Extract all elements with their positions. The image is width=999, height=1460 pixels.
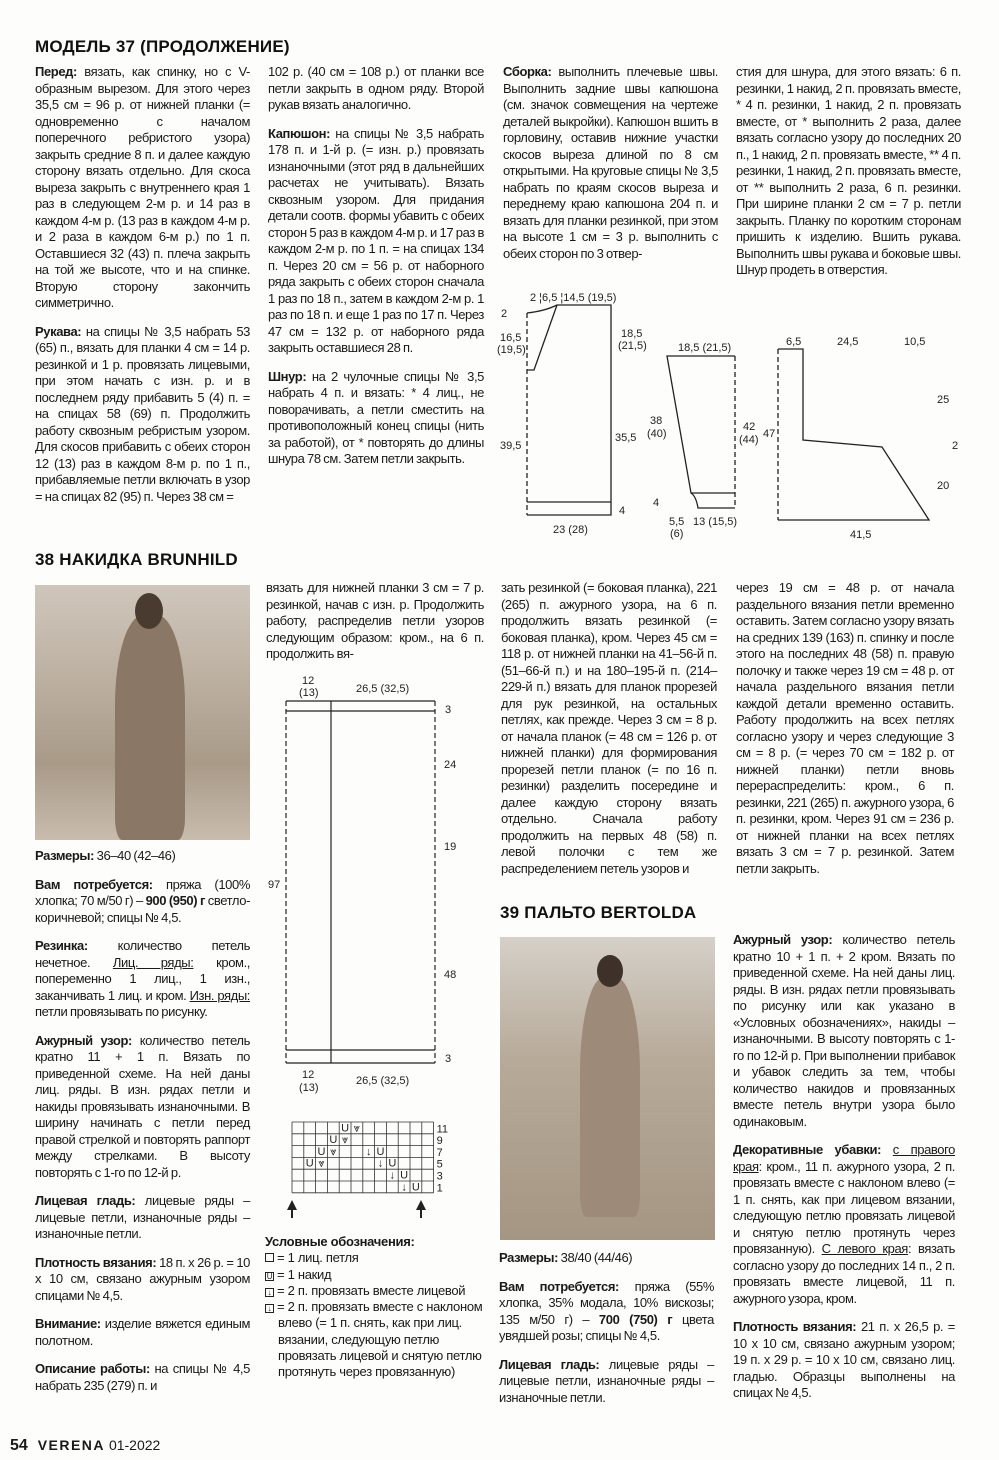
- paragraph: [35, 938, 250, 1021]
- paragraph-heading: Плотность вязания:: [35, 1254, 157, 1270]
- paragraph-heading: Ажурный узор:: [733, 932, 833, 947]
- paragraph-heading: Лицевая гладь:: [499, 1356, 600, 1372]
- model38-photo: [35, 585, 250, 840]
- legend-text: = 2 п. провязать вместе с наклоном влево (= 1 п. снять, как при лиц. вязании, следующую петлю провязать лицевой и снятую петлю протянуть через провязанную): [277, 1299, 483, 1380]
- row-number: 11: [436, 1123, 449, 1136]
- paragraph-text: количество петель кратно 11 + 1 п. Вязать по приведенной схеме. На ней даны лиц. ряды. В изн. рядах петли и накиды провязывать изнаночными. В ширину начинать с петли перед правой стрелкой и повторять раппорт между стрелками. В высоту повторять с 1-го по 12-й р.: [35, 1032, 250, 1180]
- paragraph: [268, 369, 484, 468]
- yarn-over-symbol: U: [411, 1181, 420, 1194]
- legend-item: [265, 1283, 485, 1299]
- decrease-symbol: ↓: [377, 1157, 384, 1170]
- model37-column-2: [268, 64, 484, 480]
- legend-item: [265, 1299, 485, 1380]
- decrease-symbol: ↓: [401, 1181, 407, 1194]
- paragraph-text: зать резинкой (= боковая планка), 221 (265) п. ажурного узора, на 6 п. продолжить вязать резинкой (= боковая планка), кром. Через 45 см = 118 р. от нижней планки на 41–56-й п. (51–66-й п.) и на 180–195-й п. (214–229-й п.) вязать для планок прорезей для рук резинкой, на остальных петлях, как прежде. Через 3 см = 8 р. от начала планок (= 48 см = 126 р. от нижней планки) для формирования прорезей петли планок (= по 16 п. резинки) разделить посередине и далее каждую сторону вязать отдельно. Сначала работу продолжить на первых 48 (58) п. левой полочки с тем же распределением петель узоров и: [501, 580, 717, 876]
- dim-label: (44): [739, 434, 759, 446]
- paragraph: [35, 1033, 250, 1182]
- paragraph: [35, 64, 250, 312]
- paragraph-text: выполнить плечевые швы. Выполнить задние швы капюшона (см. значок совмещения на чертеже деталей выкройки). Капюшон вшить в горловину, оставив нижние участки скосов выреза длиной по 8 см открытыми. На круговые спицы № 3,5 набрать по краям скосов выреза и переднему краю капюшона 204 п. и вязать для планки резинкой, при этом на высоте 1 см = 3 р. выполнить с обеих сторон по 3 отвер-: [503, 64, 718, 261]
- model38-column-2: [266, 580, 484, 675]
- dim-label: (13): [299, 1082, 319, 1094]
- dim-label: 24: [444, 759, 457, 771]
- arrow-up-icon: [416, 1200, 426, 1218]
- model37-column-3: [503, 64, 718, 274]
- legend-item: [265, 1250, 485, 1266]
- yarn-over-symbol: U: [317, 1145, 326, 1158]
- paragraph-text: Лиц. ряды:: [112, 954, 194, 970]
- paragraph-text: Изн. ряды:: [189, 987, 250, 1003]
- paragraph: [499, 1250, 714, 1267]
- dim-label: 4: [619, 505, 626, 517]
- dim-label: 23 (28): [553, 524, 588, 536]
- model37-column-4: [736, 64, 961, 291]
- dim-label: 6,5: [786, 336, 802, 348]
- decrease-symbol: ⩔: [353, 1122, 361, 1135]
- paragraph-heading: Шнур:: [268, 368, 307, 384]
- paragraph: [733, 1319, 955, 1402]
- legend-text: = 1 лиц. петля: [277, 1250, 359, 1266]
- paragraph-text: : вязать согласно узору до последних 14 п., 2 п. провязать вместе лицевой, 11 п. ажурного узора, кром.: [733, 1241, 956, 1306]
- paragraph-text: цвета увядшей розы; спицы № 4,5.: [499, 1311, 715, 1343]
- paragraph: [733, 932, 955, 1130]
- dim-label: 2: [501, 308, 508, 320]
- paragraph: [503, 64, 718, 262]
- yarn-over-symbol: U: [329, 1134, 338, 1147]
- dim-label: 35,5: [615, 432, 637, 444]
- yarn-over-icon: U: [266, 1271, 273, 1281]
- paragraph-text: 21 п. х 26,5 р. = 10 х 10 см, связано ажурным узором; 19 п. х 29 р. = 10 х 10 см, связано лиц. гладью. Образцы выполнены на спицах № 4,5.: [733, 1319, 956, 1400]
- dim-label: 4: [653, 497, 660, 509]
- section-title-model-39: 39 ПАЛЬТО BERTOLDA: [500, 903, 697, 922]
- dim-label: 25: [937, 394, 950, 406]
- paragraph: [35, 877, 250, 927]
- paragraph: [501, 580, 717, 877]
- paragraph-text: пряжа (55% хлопка, 35% модала, 10% вискозы; 135 м/50 г) –: [499, 1278, 715, 1327]
- decrease-symbol: ↓: [365, 1145, 372, 1158]
- dim-label: 5,5: [669, 516, 685, 528]
- dim-label: (13): [299, 687, 319, 699]
- paragraph-text: лицевые ряды – лицевые петли, изнаночные ряды – изнаночные петли.: [499, 1356, 714, 1405]
- model39-column-4: [733, 932, 955, 1414]
- paragraph-text: на 2 чулочные спицы № 3,5 набрать 4 п. и вязать: * 4 лиц., не поворачивать, а петли сместить на противоположный конец спицы (нить за работой), от * повторять до длины шнура 78 см. Затем петли закрыть.: [268, 368, 484, 466]
- dim-label: 48: [444, 969, 457, 981]
- paragraph: [35, 324, 250, 506]
- paragraph-text: кром., попеременно 1 лиц., 1 изн., заканчивать 1 лиц. и кром.: [35, 954, 250, 1003]
- paragraph: [35, 1193, 250, 1243]
- dim-label: 19: [444, 841, 457, 853]
- model38-pattern-diagram: [265, 670, 465, 1220]
- paragraph-text: петли провязывать по рисунку.: [35, 1004, 208, 1019]
- paragraph-heading: Капюшон:: [268, 125, 331, 141]
- paragraph-text: 18 п. х 26 р. = 10 х 10 см, связано ажурным узором спицами № 4,5.: [35, 1254, 250, 1303]
- section-title-model-37: МОДЕЛЬ 37 (ПРОДОЛЖЕНИЕ): [35, 37, 290, 56]
- paragraph-text: стия для шнура, для этого вязать: 6 п. резинки, 1 накид, 2 п. провязать вместе, * 4 п. резинки, 1 накид, 2 п. провязать вместе, от * выполнить 2 раза, далее вязать согласно узору до последних 20 п., 1 накид, 2 п. провязать вместе, ** 4 п. резинки, 1 накид, 2 п. провязать вместе, от ** выполнить 2 раза, 6 п. резинки. При ширине планки 2 см = 7 р. петли закрыть. Планку по коротким сторонам пришить к изделию. Вшить рукава. Выполнить швы рукава и боковые швы. Шнур продеть в отверстия.: [736, 64, 961, 277]
- paragraph-heading: Вам потребуется:: [499, 1278, 619, 1294]
- paragraph-heading: Плотность вязания:: [733, 1319, 857, 1334]
- page-footer: [10, 1436, 160, 1455]
- paragraph: [268, 126, 484, 357]
- model39-column-3: [499, 1250, 714, 1418]
- paragraph-text: на спицы № 4,5 набрать 235 (279) п. и: [35, 1361, 250, 1393]
- paragraph-text: лицевые ряды – лицевые петли, изнаночные ряды – изнаночные петли.: [35, 1193, 250, 1241]
- dim-label: 26,5 (32,5): [356, 1075, 410, 1087]
- dim-label: 39,5: [500, 440, 522, 452]
- dim-label: 26,5 (32,5): [356, 683, 410, 695]
- paragraph: [268, 64, 484, 114]
- paragraph-text: : кром., 11 п. ажурного узора, 2 п. провязать вместе с наклоном влево (= 1 п. снять, как при лицевом вязании, следующую петлю провязать лицевой и снятую петлю протянуть через провязанную).: [733, 1158, 955, 1256]
- paragraph-text: 36–40 (42–46): [96, 848, 176, 863]
- paragraph-text: вязать, как спинку, но с V-образным вырезом. Для этого через 35,5 см = 96 р. от нижней планки (= одновременно с началом поперечного ребристого узора) закрыть средние 8 п. и далее каждую сторону вязать отдельно. Для скоса выреза закрыть с внутреннего края 1 раз в следующем 2-м р. и 14 раз в каждом 4-м р. (13 раз в каждом 4-м р. и 2 раза в каждом 6-м р.) по 1 п. Оставшиеся 32 (43) п. плеча закрыть на той же высоте, что и на спинке. Вторую сторону закончить симметрично.: [35, 64, 250, 310]
- paragraph-heading: Внимание:: [35, 1316, 101, 1331]
- row-number: 9: [436, 1135, 443, 1148]
- paragraph-text: пряжа (100% хлопка; 70 м/50 г) –: [35, 876, 250, 908]
- legend: [265, 1234, 485, 1381]
- legend-text: = 2 п. провязать вместе лицевой: [277, 1282, 466, 1298]
- yarn-over-symbol: U: [341, 1122, 350, 1135]
- dim-label: 20: [937, 480, 950, 492]
- paragraph-heading: Сборка:: [503, 64, 552, 79]
- paragraph: [499, 1279, 714, 1345]
- paragraph-heading: Описание работы:: [35, 1361, 150, 1376]
- paragraph: [736, 580, 954, 877]
- row-number: 5: [436, 1158, 443, 1171]
- legend-item: [265, 1267, 485, 1283]
- paragraph-heading: Ажурный узор:: [35, 1032, 132, 1048]
- paragraph-text: 900 (950) г: [145, 893, 205, 908]
- dim-label: 16,5: [500, 332, 522, 344]
- model38-column-1: [35, 848, 250, 1406]
- arrow-up-icon: [287, 1200, 297, 1218]
- paragraph: [35, 1316, 250, 1349]
- paragraph: [733, 1142, 955, 1307]
- paragraph: [35, 848, 250, 865]
- model39-photo: [500, 937, 715, 1240]
- dim-label: 18,5 (21,5): [678, 342, 732, 354]
- paragraph-heading: Вам потребуется:: [35, 876, 153, 892]
- paragraph-text: с правого края: [733, 1142, 955, 1174]
- paragraph: [736, 64, 961, 279]
- model37-column-1: [35, 64, 250, 517]
- model37-pattern-diagram: [495, 285, 975, 545]
- yarn-over-symbol: U: [400, 1169, 409, 1182]
- section-title-model-38: 38 НАКИДКА BRUNHILD: [35, 550, 238, 569]
- dim-label: (19,5): [497, 344, 526, 356]
- dim-label: (21,5): [618, 340, 647, 352]
- magazine-name: VERENA: [37, 1437, 106, 1453]
- paragraph-text: 700 (750) г: [598, 1311, 673, 1327]
- dim-label: 41,5: [850, 529, 872, 541]
- paragraph-text: на спицы № 3,5 набрать 178 п. и 1-й р. (= изн. р.) провязать изнаночными (этот ряд в дальнейших расчетах не учитывать). Вязать сквозным узором. Для придания детали соотв. формы убавить с обеих сторон 5 раз в каждом 4-м р. и 17 раз в каждом 2-м р. по 1 п. = на спицах 134 п. Через 20 см = 56 р. от наборного ряда закрыть с обеих сторон сначала 1 раз по 18 п., затем в каждом 2-м р. 1 раз по 18 п. и еще 1 раз по 17 п. Через 47 см = 132 р. от наборного ряда закрыть оставшиеся 28 п.: [268, 125, 484, 355]
- dim-label: 3: [445, 704, 452, 716]
- paragraph: [266, 580, 484, 663]
- issue-number: 01-2022: [108, 1437, 161, 1453]
- legend-text: = 1 накид: [277, 1266, 332, 1282]
- dim-label: 2 ¦6,5 ¦14,5 (19,5): [530, 292, 617, 304]
- paragraph-text: 102 р. (40 см = 108 р.) от планки все петли закрыть в одном ряду. Второй рукав вязать аналогично.: [268, 64, 484, 112]
- dim-label: 12: [302, 1069, 315, 1081]
- dim-label: 38: [650, 415, 663, 427]
- paragraph-text: через 19 см = 48 р. от начала раздельного вязания петли временно оставить. Затем согласно узору вязать на средних 139 (163) п. спинку и после этого на последних 48 (58) п. правую полочку и также через 19 см = 48 р. от начала раздельного вязания петли каждой детали временно оставить. Работу продолжить на всех петлях согласно узору и через следующие 3 см = 8 р. (= через 70 см = 182 р. от нижней планки) петли вновь перераспределить: кром., 6 п. резинки, 221 (265) п. ажурного узора, 6 п. резинки, кром. Через 91 см = 236 р. от нижней планки на всех петлях вязать 3 см = 7 р. резинкой. Затем петли закрыть.: [736, 580, 954, 876]
- decrease-symbol: ⩔: [341, 1134, 349, 1147]
- model38-column-3: [501, 580, 717, 889]
- dim-label: 12: [302, 675, 315, 687]
- legend-title: Условные обозначения:: [265, 1234, 415, 1249]
- dim-label: 42: [743, 421, 756, 433]
- paragraph-heading: Размеры:: [35, 848, 95, 863]
- dim-label: 2: [952, 440, 959, 452]
- paragraph-heading: Резинка:: [35, 938, 88, 953]
- lace-chart: [292, 1122, 448, 1194]
- row-number: 1: [436, 1182, 443, 1195]
- paragraph-text: светло-коричневой; спицы № 4,5.: [35, 893, 250, 925]
- yarn-over-symbol: U: [305, 1157, 314, 1170]
- paragraph-heading: Лицевая гладь:: [35, 1193, 136, 1208]
- paragraph-heading: Размеры:: [499, 1250, 559, 1265]
- row-number: 3: [436, 1170, 443, 1183]
- paragraph-text: на спицы № 3,5 набрать 53 (65) п., вязать для планки 4 см = 14 р. резинкой и 1 р. провязать лицевыми, при этом начать с изн. р. и в последнем ряду прибавить 5 (4) п. = на спицах 58 (69) п. Продолжить работу сквозным ребристым узором. Для скосов прибавить с обеих сторон 12 (13) раз в каждом 8-м р. по 1 п., прибавляемые петли включать в узор = на спицах 82 (95) п. Через 38 см =: [35, 323, 250, 504]
- paragraph: [35, 1361, 250, 1394]
- paragraph-text: 38/40 (44/46): [560, 1250, 633, 1265]
- row-number: 7: [436, 1146, 443, 1159]
- paragraph-heading: Рукава:: [35, 323, 82, 339]
- dim-label: 10,5: [904, 336, 926, 348]
- yarn-over-symbol: U: [376, 1145, 385, 1158]
- dim-label: 3: [445, 1053, 452, 1065]
- paragraph-text: вязать для нижней планки 3 см = 7 р. резинкой, начав с изн. р. Продолжить работу, распределив петли узоров следующим образом: кром., на 6 п. продолжить вя-: [266, 580, 484, 661]
- dim-label: (6): [670, 528, 684, 540]
- paragraph: [499, 1357, 714, 1407]
- dim-label: 24,5: [837, 336, 859, 348]
- dim-label: 13 (15,5): [693, 516, 738, 528]
- knit-stitch-icon: [265, 1253, 274, 1262]
- decrease-symbol: ⩔: [330, 1145, 337, 1158]
- paragraph-text: количество петель нечетное.: [35, 938, 250, 970]
- dim-label: 47: [763, 428, 776, 440]
- paragraph-text: количество петель кратно 10 + 1 п. + 2 кром. Вязать по приведенной схеме. На ней даны лиц. ряды. В изн. рядах петли провязывать по рисунку или как указано в «Условных обозначениях», накиды – изнаночными. В высоту повторять с 1-го по 12-й р. При выполнении прибавок и убавок следить за тем, чтобы количество накидов и провязанных вместе петель внутри узора было одинаковым.: [733, 932, 955, 1129]
- model38-column-4: [736, 580, 954, 889]
- paragraph-text: изделие вяжется единым полотном.: [35, 1316, 250, 1348]
- dim-label: 97: [268, 879, 281, 891]
- dim-label: (40): [647, 428, 667, 440]
- yarn-over-symbol: U: [388, 1157, 397, 1170]
- knit-two-together-icon: ↓: [265, 1288, 274, 1297]
- paragraph-heading: Перед:: [35, 64, 77, 79]
- ssk-icon: ↓: [265, 1304, 274, 1313]
- paragraph: [35, 1255, 250, 1305]
- dim-label: 18,5: [621, 328, 643, 340]
- decrease-symbol: ⩔: [318, 1157, 325, 1170]
- decrease-symbol: ↓: [389, 1169, 396, 1182]
- paragraph-heading: Декоративные убавки:: [733, 1142, 882, 1157]
- page-number: 54: [10, 1437, 28, 1454]
- paragraph-text: С левого края: [821, 1241, 908, 1256]
